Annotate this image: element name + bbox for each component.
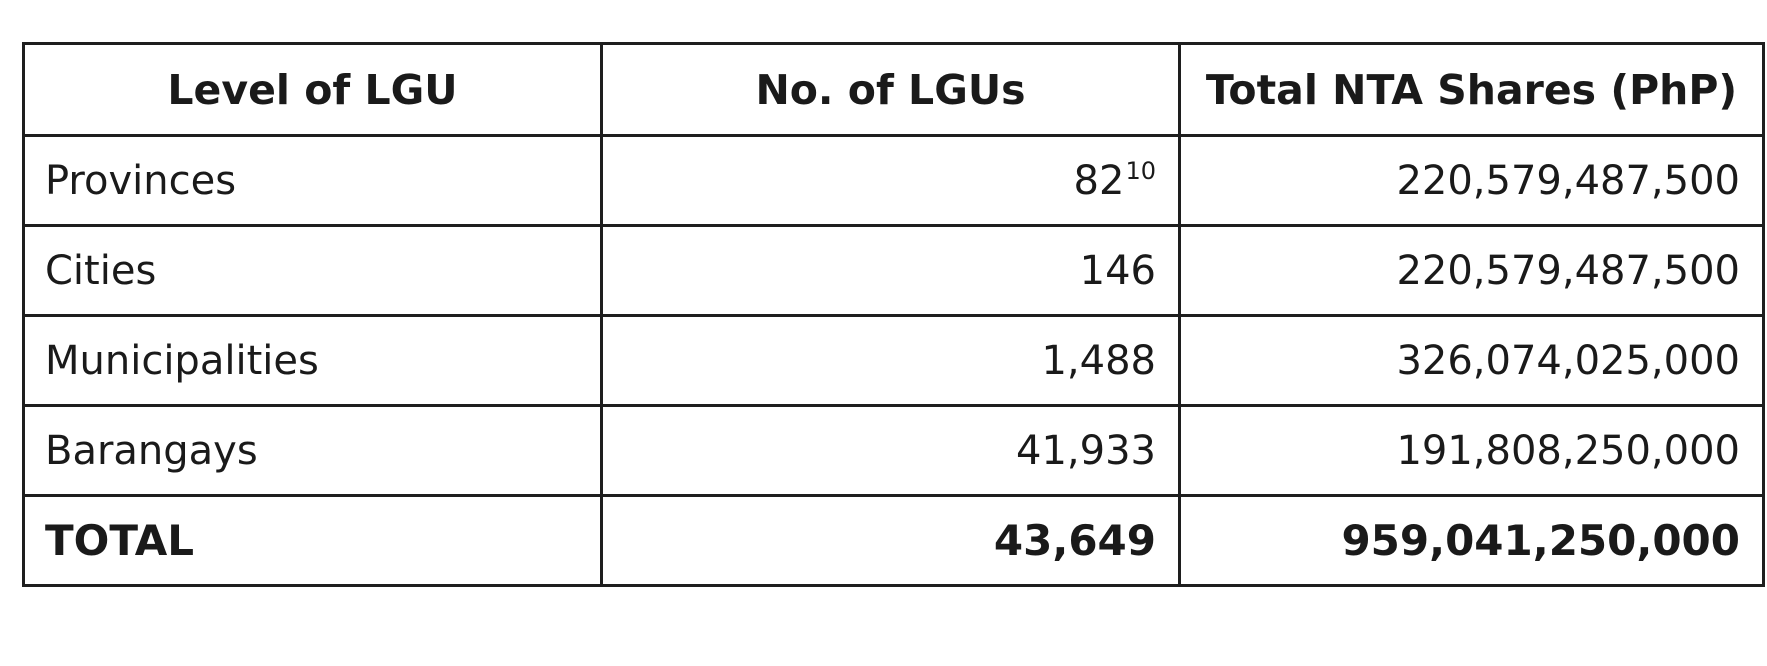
row-count-cell: 41,933 (602, 406, 1180, 496)
row-count-value: 82 (1073, 157, 1125, 204)
row-level-cell: Municipalities (24, 316, 602, 406)
row-shares-cell: 220,579,487,500 (1180, 226, 1764, 316)
footnote-marker: 10 (1125, 157, 1156, 186)
table-row (24, 136, 1764, 226)
row-count-cell: 146 (602, 226, 1180, 316)
row-level-cell: Barangays (24, 406, 602, 496)
table-total-row (24, 496, 1764, 586)
nta-shares-table (22, 42, 1765, 587)
document-page (22, 42, 1762, 587)
total-shares-cell: 959,041,250,000 (1180, 496, 1764, 586)
row-level-cell: Provinces (24, 136, 602, 226)
row-shares-cell: 191,808,250,000 (1180, 406, 1764, 496)
row-shares-cell: 326,074,025,000 (1180, 316, 1764, 406)
total-count-cell: 43,649 (602, 496, 1180, 586)
header-no-of-lgus: No. of LGUs (602, 44, 1180, 136)
table-header-row (24, 44, 1764, 136)
table-row (24, 406, 1764, 496)
row-level-cell: Cities (24, 226, 602, 316)
header-level-of-lgu: Level of LGU (24, 44, 602, 136)
table-row (24, 316, 1764, 406)
table-row (24, 226, 1764, 316)
header-total-nta-shares: Total NTA Shares (PhP) (1180, 44, 1764, 136)
row-shares-cell: 220,579,487,500 (1180, 136, 1764, 226)
total-label-cell: TOTAL (24, 496, 602, 586)
row-count-cell (602, 136, 1180, 226)
row-count-cell: 1,488 (602, 316, 1180, 406)
